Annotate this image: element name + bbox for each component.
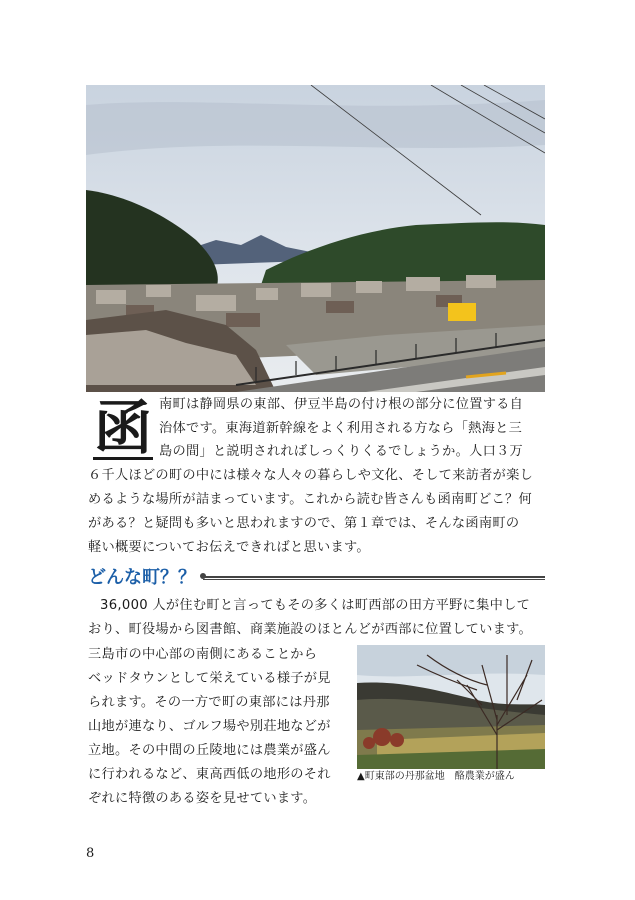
photo-caption: ▲町東部の丹那盆地 酪農業が盛ん <box>357 771 515 782</box>
drop-cap: 函 <box>93 394 152 462</box>
intro-line: 南町は静岡県の東部、伊豆半島の付け根の部分に位置する自 <box>159 397 524 412</box>
section-line: 36,000 人が住む町と言ってもその多くは町西部の田方平野に集中して <box>100 598 531 613</box>
wrap-line: 立地。その中間の丘陵地には農業が盛ん <box>88 743 331 758</box>
section-line: おり、町役場から図書館、商業施設のほとんどが西部に位置しています。 <box>88 622 533 637</box>
intro-line: 治体です。東海道新幹線をよく利用される方なら「熱海と三 <box>159 421 523 436</box>
heading-rule <box>203 576 545 580</box>
tanna-basin-photo <box>357 645 545 769</box>
town-landscape-photo <box>86 85 545 392</box>
section-heading: どんな町？？ <box>88 567 196 588</box>
wrap-line: られます。その一方で町の東部には丹那 <box>88 695 330 710</box>
wrap-line: 三島市の中心部の南側にあることから <box>88 647 318 662</box>
intro-line: 軽い概要についてお伝えできればと思います。 <box>88 540 370 555</box>
wrap-line: ぞれに特徴のある姿を見せています。 <box>88 791 317 806</box>
page-number: 8 <box>86 846 95 861</box>
intro-line: ６千人ほどの町の中には様々な人々の暮らしや文化、そして来訪者が楽し <box>88 468 534 483</box>
wrap-line: に行われるなど、東高西低の地形のそれ <box>88 767 331 782</box>
intro-line: めるような場所が詰まっています。これから読む皆さんも函南町どこ？何 <box>88 492 533 507</box>
wrap-line: ベッドタウンとして栄えている様子が見 <box>88 671 331 686</box>
wrap-line: 山地が連なり、ゴルフ場や別荘地などが <box>88 719 331 734</box>
intro-line: がある？と疑問も多いと思われますので、第１章では、そんな函南町の <box>88 516 520 531</box>
intro-line: 島の間」と説明されればしっくりくるでしょうか。人口３万 <box>159 444 524 459</box>
